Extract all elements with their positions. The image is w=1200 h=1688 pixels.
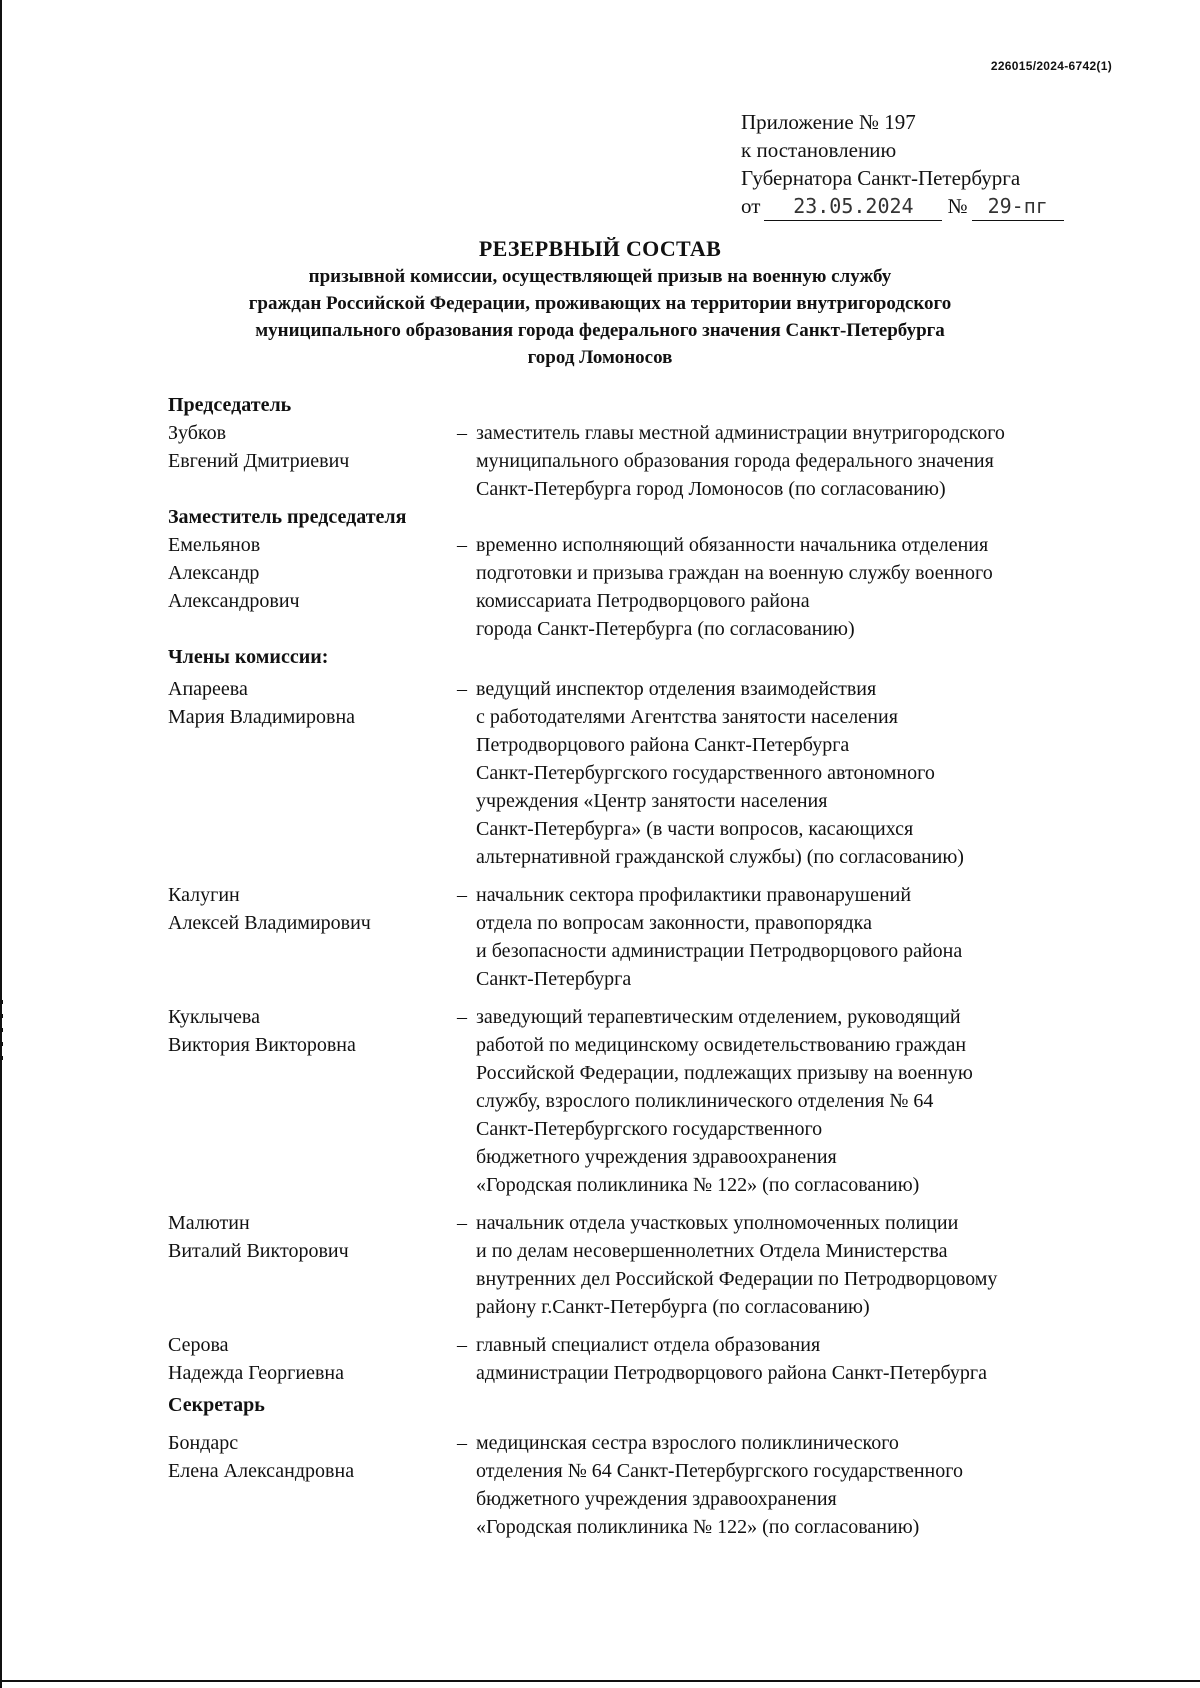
member-name (168, 1003, 448, 1199)
surname: Апареева (168, 678, 248, 700)
given-names: Алексей Владимирович (168, 912, 371, 934)
role-line: бюджетного учреждения здравоохранения (476, 1488, 837, 1510)
given-name: Александр (168, 562, 260, 584)
role-line: внутренних дел Российской Федерации по Петродворцовому (476, 1268, 998, 1290)
given-names: Виктория Викторовна (168, 1034, 356, 1056)
member-name (168, 1331, 448, 1387)
role-line: Российской Федерации, подлежащих призыву на военную (476, 1062, 973, 1084)
member-name (168, 881, 448, 993)
number-prefix: № (947, 194, 968, 218)
member-role (476, 1331, 1128, 1387)
surname: Емельянов (168, 534, 261, 556)
member-role (476, 675, 1128, 871)
member-role (476, 881, 1128, 993)
role-line: муниципального образования города федерального значения (476, 450, 994, 472)
role-line: подготовки и призыва граждан на военную службу военного (476, 562, 993, 584)
dash: – (457, 1212, 467, 1234)
appendix-date-line (741, 192, 1064, 221)
scan-border-bottom (0, 1680, 1200, 1682)
role-line: Санкт-Петербурга город Ломоносов (по согласованию) (476, 478, 946, 500)
role-line: Санкт-Петербургского государственного (476, 1118, 823, 1140)
appendix-header (741, 108, 1064, 221)
role-line: работой по медицинскому освидетельствованию граждан (476, 1034, 967, 1056)
members-heading: Члены комиссии: (168, 646, 329, 668)
role-line: ведущий инспектор отделения взаимодействия (476, 678, 877, 700)
dash: – (457, 534, 467, 556)
handwritten-date: 23.05.2024 (764, 192, 942, 221)
title-main: РЕЗЕРВНЫЙ СОСТАВ (478, 236, 722, 261)
role-line: администрации Петродворцового района Санкт-Петербурга (476, 1362, 987, 1384)
member-role (476, 1003, 1128, 1199)
member-name (168, 1429, 448, 1541)
title-line-2: граждан Российской Федерации, проживающих на территории внутригородского (248, 293, 952, 314)
member-name (168, 675, 448, 871)
role-line: главный специалист отдела образования (476, 1334, 821, 1356)
role-line: отдела по вопросам законности, правопорядка (476, 912, 872, 934)
member-entry (168, 675, 1128, 871)
member-entry (168, 1003, 1128, 1199)
dash: – (457, 1432, 467, 1454)
surname: Калугин (168, 884, 240, 906)
role-line: службу, взрослого поликлинического отделения № 64 (476, 1090, 934, 1112)
document-title (150, 235, 1050, 371)
chairman-entry (168, 419, 1128, 503)
role-line: временно исполняющий обязанности начальника отделения (476, 534, 989, 556)
dash: – (457, 1006, 467, 1028)
member-role (476, 1209, 1128, 1321)
role-line: и по делам несовершеннолетних Отдела Министерства (476, 1240, 948, 1262)
role-line: Санкт-Петербургского государственного автономного (476, 762, 935, 784)
role-line: заведующий терапевтическим отделением, руководящий (476, 1006, 961, 1028)
date-prefix: от (741, 194, 761, 218)
title-line-1: призывной комиссии, осуществляющей призыв на военную службу (308, 266, 892, 287)
role-line: бюджетного учреждения здравоохранения (476, 1146, 837, 1168)
appendix-line-2: к постановлению (741, 138, 897, 162)
surname: Бондарс (168, 1432, 239, 1454)
role-line: учреждения «Центр занятости населения (476, 790, 828, 812)
member-entry (168, 1209, 1128, 1321)
member-role (476, 531, 1128, 643)
role-line: медицинская сестра взрослого поликлинического (476, 1432, 899, 1454)
dash: – (457, 422, 467, 444)
role-line: «Городская поликлиника № 122» (по согласованию) (476, 1174, 920, 1196)
secretary-heading: Секретарь (168, 1394, 265, 1416)
member-entry (168, 881, 1128, 993)
role-line: с работодателями Агентства занятости населения (476, 706, 898, 728)
patronymic: Александрович (168, 590, 300, 612)
appendix-line-1: Приложение № 197 (741, 110, 916, 134)
surname: Зубков (168, 422, 227, 444)
given-names: Евгений Дмитриевич (168, 450, 350, 472)
member-name (168, 1209, 448, 1321)
chairman-heading: Председатель (168, 394, 292, 416)
role-line: альтернативной гражданской службы) (по согласованию) (476, 846, 964, 868)
member-role (476, 1429, 1128, 1541)
member-role (476, 419, 1128, 503)
member-name (168, 531, 448, 643)
given-names: Надежда Георгиевна (168, 1362, 344, 1384)
surname: Малютин (168, 1212, 250, 1234)
scan-border-left (0, 0, 2, 1688)
role-line: комиссариата Петродворцового района (476, 590, 810, 612)
dash: – (457, 1334, 467, 1356)
given-names: Мария Владимировна (168, 706, 356, 728)
role-line: Петродворцового района Санкт-Петербурга (476, 734, 850, 756)
role-line: Санкт-Петербурга (476, 968, 632, 990)
scan-margin-ticks (0, 1000, 3, 1070)
dash: – (457, 884, 467, 906)
dash: – (457, 678, 467, 700)
handwritten-number: 29-пг (972, 192, 1064, 221)
given-names: Елена Александровна (168, 1460, 355, 1482)
role-line: начальник отдела участковых уполномоченных полиции (476, 1212, 959, 1234)
title-line-3: муниципального образования города федерального значения Санкт-Петербурга (255, 320, 945, 341)
member-name (168, 419, 448, 503)
surname: Серова (168, 1334, 229, 1356)
deputy-entry (168, 531, 1128, 643)
appendix-line-3: Губернатора Санкт-Петербурга (741, 166, 1021, 190)
surname: Куклычева (168, 1006, 260, 1028)
role-line: Санкт-Петербурга» (в части вопросов, касающихся (476, 818, 914, 840)
commission-roster (168, 391, 1128, 1541)
role-line: начальник сектора профилактики правонарушений (476, 884, 912, 906)
given-names: Виталий Викторович (168, 1240, 349, 1262)
role-line: заместитель главы местной администрации внутригородского (476, 422, 1005, 444)
document-id: 226015/2024-6742(1) (990, 59, 1112, 73)
member-entry (168, 1331, 1128, 1387)
deputy-heading: Заместитель председателя (168, 506, 407, 528)
secretary-entry (168, 1429, 1128, 1541)
role-line: «Городская поликлиника № 122» (по согласованию) (476, 1516, 920, 1538)
role-line: району г.Санкт-Петербурга (по согласованию) (476, 1296, 870, 1318)
role-line: и безопасности администрации Петродворцового района (476, 940, 963, 962)
title-line-4: город Ломоносов (527, 347, 673, 368)
role-line: города Санкт-Петербурга (по согласованию) (476, 618, 855, 640)
role-line: отделения № 64 Санкт-Петербургского государственного (476, 1460, 963, 1482)
